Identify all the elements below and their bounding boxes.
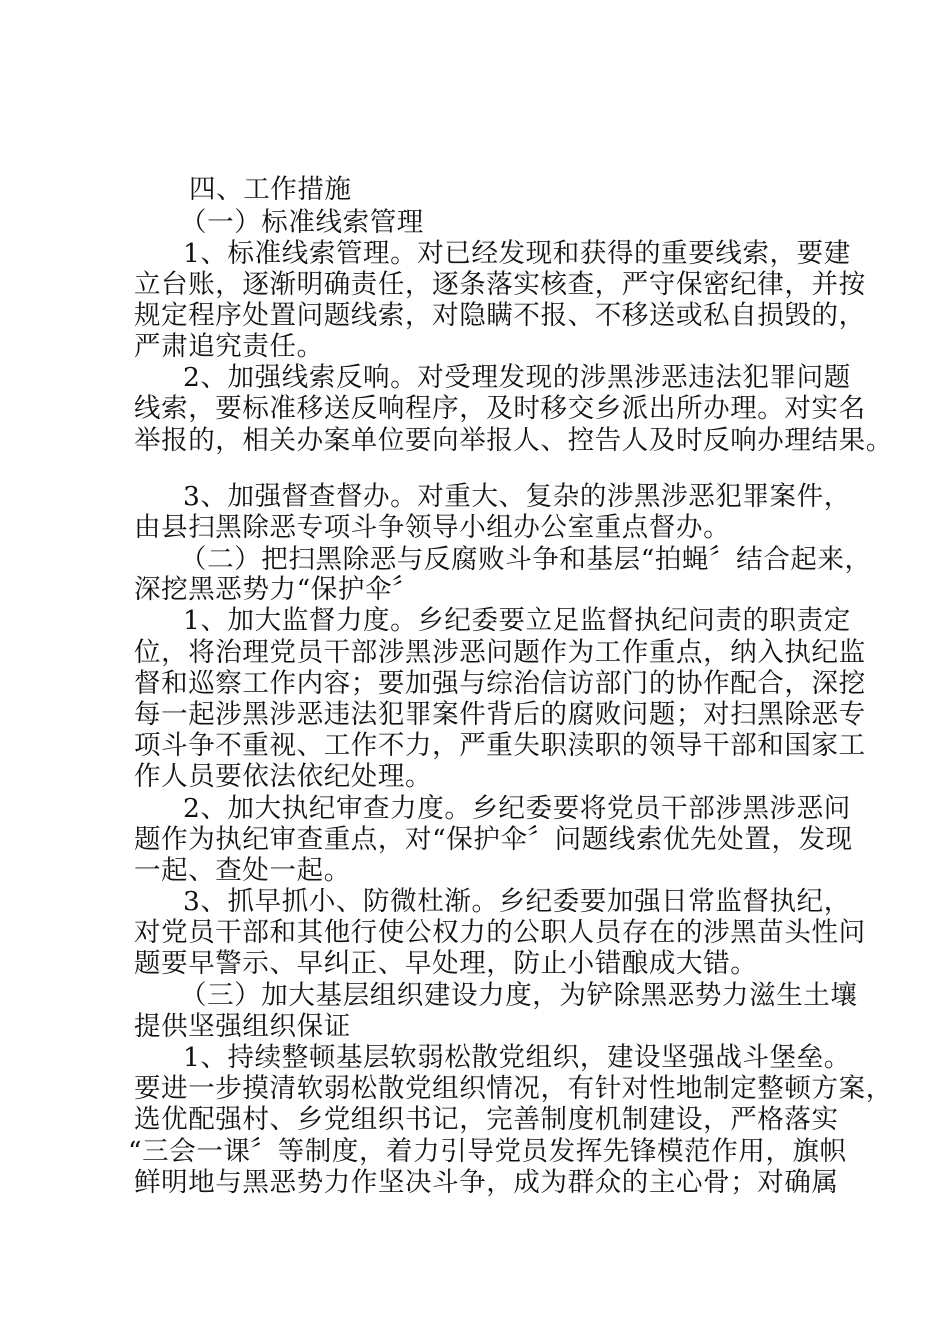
- paragraph-line: 举报的，相关办案单位要向举报人、控告人及时反响办理结果。: [134, 425, 893, 456]
- paragraph-line: 1、持续整顿基层软弱松散党组织，建设坚强战斗堡垒。: [183, 1042, 851, 1073]
- paragraph-line: “三会一课〞等制度，着力引导党员发挥先锋模范作用，旗帜: [128, 1136, 847, 1167]
- paragraph-line: 规定程序处置问题线索，对隐瞒不报、不移送或私自损毁的，: [134, 300, 866, 331]
- paragraph-line: 要进一步摸清软弱松散党组织情况，有针对性地制定整顿方案，: [134, 1073, 893, 1104]
- paragraph-line: 对党员干部和其他行使公权力的公职人员存在的涉黑苗头性问: [134, 917, 866, 948]
- subsection-heading: （三）加大基层组织建设力度，为铲除黑恶势力滋生土壤: [180, 980, 858, 1011]
- paragraph-line: 3、加强督查督办。对重大、复杂的涉黑涉恶犯罪案件，: [183, 481, 851, 512]
- section-heading: 四、工作措施: [189, 174, 352, 205]
- paragraph-line: 严肃追究责任。: [134, 331, 324, 362]
- paragraph-line: 3、抓早抓小、防微杜渐。乡纪委要加强日常监督执纪，: [183, 886, 851, 917]
- subsection-heading: 提供坚强组织保证: [134, 1011, 351, 1042]
- paragraph-line: 题要早警示、早纠正、早处理，防止小错酿成大错。: [134, 948, 758, 979]
- paragraph-line: 选优配强村、乡党组织书记，完善制度机制建设，严格落实: [134, 1104, 839, 1135]
- paragraph-line: 1、标准线索管理。对已经发现和获得的重要线索，要建: [183, 238, 851, 269]
- paragraph-line: 作人员要依法依纪处理。: [134, 761, 433, 792]
- paragraph-line: 位，将治理党员干部涉黑涉恶问题作为工作重点，纳入执纪监: [134, 637, 866, 668]
- paragraph-line: 鲜明地与黑恶势力作坚决斗争，成为群众的主心骨；对确属: [134, 1167, 839, 1198]
- paragraph-line: 一起、查处一起。: [134, 855, 351, 886]
- subsection-heading: 深挖黑恶势力“保护伞〞: [134, 574, 420, 605]
- paragraph-line: 督和巡察工作内容；要加强与综治信访部门的协作配合，深挖: [134, 668, 866, 699]
- subsection-heading: （一）标准线索管理: [180, 207, 424, 238]
- paragraph-line: 线索，要标准移送反响程序，及时移交乡派出所办理。对实名: [134, 393, 866, 424]
- paragraph-line: 题作为执纪审查重点，对“保护伞〞问题线索优先处置，发现: [134, 824, 853, 855]
- paragraph-line: 项斗争不重视、工作不力，严重失职渎职的领导干部和国家工: [134, 730, 866, 761]
- paragraph-line: 1、加大监督力度。乡纪委要立足监督执纪问责的职责定: [183, 605, 851, 636]
- paragraph-line: 由县扫黑除恶专项斗争领导小组办公室重点督办。: [134, 512, 731, 543]
- paragraph-line: 每一起涉黑涉恶违法犯罪案件背后的腐败问题；对扫黑除恶专: [134, 699, 866, 730]
- paragraph-line: 立台账，逐渐明确责任，逐条落实核查，严守保密纪律，并按: [134, 269, 866, 300]
- paragraph-line: 2、加大执纪审查力度。乡纪委要将党员干部涉黑涉恶问: [183, 793, 851, 824]
- subsection-heading: （二）把扫黑除恶与反腐败斗争和基层“拍蝇〞结合起来，: [180, 544, 872, 575]
- paragraph-line: 2、加强线索反响。对受理发现的涉黑涉恶违法犯罪问题: [183, 362, 851, 393]
